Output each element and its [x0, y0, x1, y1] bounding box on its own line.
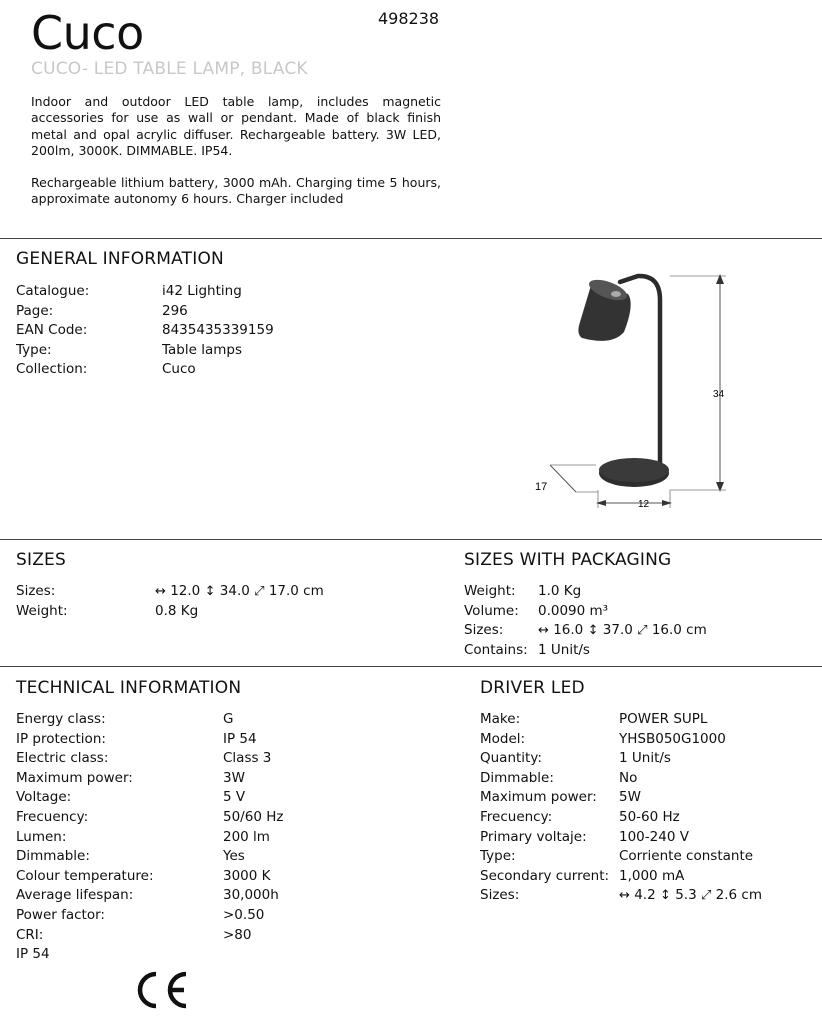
row-label: Quantity: [480, 750, 542, 767]
width-label: 12 [638, 499, 650, 510]
table-row [480, 730, 762, 750]
row-value: No [619, 769, 638, 786]
table-row [16, 710, 283, 730]
table-row [464, 641, 707, 661]
row-label: Weight: [464, 583, 516, 599]
row-value: 50-60 Hz [619, 808, 680, 825]
row-value: Corriente constante [619, 848, 754, 865]
divider [0, 238, 822, 239]
table-row [16, 945, 283, 965]
table-row [16, 808, 283, 828]
size-height: 5.3 [675, 887, 697, 904]
general-info-table [16, 282, 274, 380]
row-value: IP 54 [223, 730, 257, 747]
table-row [480, 769, 762, 789]
row-label: Collection: [16, 361, 88, 378]
table-row [480, 710, 762, 730]
table-row [480, 847, 762, 867]
table-row [16, 282, 274, 302]
row-label: Energy class: [16, 711, 106, 727]
row-label: Page: [16, 302, 54, 319]
divider [0, 666, 822, 667]
row-value: 5 V [223, 789, 246, 806]
depth-arrow-icon: ⤢ [254, 584, 265, 599]
row-label: IP protection: [16, 730, 106, 747]
row-label: Primary voltaje: [480, 828, 587, 845]
row-value: Table lamps [162, 341, 242, 358]
width-arrow-icon: ↔ [155, 584, 166, 599]
row-label: CRI: [16, 926, 44, 943]
sizes-table [16, 582, 324, 621]
row-value: Class 3 [223, 750, 272, 767]
row-value: G [223, 711, 234, 727]
ce-mark-icon [134, 968, 190, 1012]
table-row [16, 302, 274, 322]
row-label: EAN Code: [16, 322, 88, 339]
table-row [16, 582, 324, 602]
row-value: 8435435339159 [162, 322, 274, 339]
product-code: 498238 [378, 9, 440, 28]
row-label: Sizes: [464, 622, 504, 639]
arrow-head-icon [596, 500, 606, 506]
table-row [480, 788, 762, 808]
table-row [16, 602, 324, 622]
table-row [16, 828, 283, 848]
row-label: Weight: [16, 602, 68, 619]
depth-arrow-icon: ⤢ [700, 888, 712, 904]
row-value: 200 lm [223, 828, 270, 845]
row-label: Type: [480, 848, 516, 865]
arrow-head-icon [716, 482, 724, 492]
size-height: 34.0 [219, 583, 250, 599]
product-dimension-drawing [520, 260, 760, 520]
row-label: Electric class: [16, 750, 109, 767]
technical-info-table [16, 710, 283, 965]
row-label: Lumen: [16, 828, 67, 845]
depth-dimension-line [550, 465, 576, 492]
row-value: 50/60 Hz [223, 808, 284, 825]
sizes-heading: SIZES [16, 550, 66, 570]
row-label: Dimmable: [480, 769, 554, 786]
arrow-head-icon [716, 274, 724, 284]
table-row [16, 906, 283, 926]
row-value: >0.50 [223, 906, 265, 923]
depth-arrow-icon: ⤢ [637, 623, 648, 639]
row-value: YHSB050G1000 [619, 730, 726, 747]
width-arrow-icon: ↔ [538, 623, 549, 639]
technical-info-heading: TECHNICAL INFORMATION [16, 678, 242, 698]
width-arrow-icon: ↔ [619, 888, 630, 904]
row-label: Maximum power: [480, 789, 597, 806]
height-label: 34 [713, 389, 725, 400]
row-label: Catalogue: [16, 283, 90, 299]
product-title: Cuco [31, 6, 144, 60]
arrow-head-icon [662, 500, 672, 506]
row-value: 3W [223, 769, 245, 786]
row-value: 0.0090 m³ [538, 602, 609, 619]
description-paragraph: Rechargeable lithium battery, 3000 mAh. Charging time 5 hours, approximate autonomy 6 hours. Charger included [31, 175, 441, 207]
table-row [16, 788, 283, 808]
row-value: i42 Lighting [162, 283, 242, 299]
row-value: 296 [162, 302, 188, 319]
row-label: Make: [480, 711, 521, 727]
table-row [480, 867, 762, 887]
row-label: Frecuency: [480, 808, 553, 825]
table-row [480, 886, 762, 906]
size-height: 37.0 [602, 622, 633, 639]
table-row [16, 886, 283, 906]
table-row [16, 867, 283, 887]
height-arrow-icon: ↕ [204, 584, 216, 599]
lamp-magnet [611, 291, 621, 297]
row-label: Dimmable: [16, 848, 90, 865]
row-label: Type: [16, 341, 52, 358]
packaging-table [464, 582, 707, 660]
table-row [16, 341, 274, 361]
size-depth: 16.0 cm [651, 622, 707, 639]
description-paragraph: Indoor and outdoor LED table lamp, includes magnetic accessories for use as wall or pendant. Made of black finish metal and opal acrylic diffuser. Rechargeable battery. 3W LED, 200lm, 3000K. DIMMABLE. IP54. [31, 94, 441, 158]
size-depth: 2.6 cm [715, 887, 763, 904]
table-row [464, 621, 707, 641]
size-width: 4.2 [634, 887, 656, 904]
row-value: >80 [223, 926, 252, 943]
row-label: Sizes: [480, 887, 520, 904]
row-label: Voltage: [16, 789, 72, 806]
table-row [464, 602, 707, 622]
row-value: 1,000 mA [619, 867, 685, 884]
height-arrow-icon: ↕ [587, 623, 599, 639]
row-value: 30,000h [223, 887, 279, 904]
row-label: Power factor: [16, 906, 105, 923]
table-row [16, 749, 283, 769]
row-value: Cuco [162, 361, 196, 378]
table-row [16, 730, 283, 750]
table-row [16, 360, 274, 380]
ip-rating-note: IP 54 [16, 946, 50, 963]
ce-mark-c [140, 974, 156, 1006]
table-row [16, 926, 283, 946]
table-row [16, 321, 274, 341]
row-label: Sizes: [16, 583, 56, 599]
depth-label: 17 [535, 481, 548, 493]
general-info-heading: GENERAL INFORMATION [16, 249, 224, 269]
table-row [16, 847, 283, 867]
table-row [480, 749, 762, 769]
row-value: 1.0 Kg [538, 583, 582, 599]
table-row [464, 582, 707, 602]
row-label: Secondary current: [480, 867, 610, 884]
row-value: 0.8 Kg [155, 602, 199, 619]
table-row [480, 828, 762, 848]
row-value: Yes [223, 848, 245, 865]
packaging-heading: SIZES WITH PACKAGING [464, 550, 672, 570]
table-row [16, 769, 283, 789]
divider [0, 539, 822, 540]
lamp-base-top [599, 458, 669, 482]
row-label: Maximum power: [16, 769, 133, 786]
row-value [155, 582, 324, 602]
row-value: 5W [619, 789, 641, 806]
table-row [480, 808, 762, 828]
driver-led-table [480, 710, 762, 906]
row-value [619, 886, 762, 906]
size-depth: 17.0 cm [268, 583, 324, 599]
row-label: Contains: [464, 641, 528, 658]
height-arrow-icon: ↕ [659, 888, 671, 904]
size-width: 12.0 [170, 583, 201, 599]
row-value [538, 621, 707, 641]
row-label: Colour temperature: [16, 867, 154, 884]
row-value: 1 Unit/s [538, 641, 590, 658]
row-label: Frecuency: [16, 808, 89, 825]
row-label: Model: [480, 730, 526, 747]
row-label: Average lifespan: [16, 887, 134, 904]
product-subtitle: CUCO- LED TABLE LAMP, BLACK [31, 59, 308, 79]
row-value: 100-240 V [619, 828, 689, 845]
row-value: 3000 K [223, 867, 271, 884]
size-width: 16.0 [553, 622, 584, 639]
driver-led-heading: DRIVER LED [480, 678, 585, 698]
row-value: POWER SUPL [619, 711, 708, 727]
row-value: 1 Unit/s [619, 750, 671, 767]
row-label: Volume: [464, 602, 519, 619]
